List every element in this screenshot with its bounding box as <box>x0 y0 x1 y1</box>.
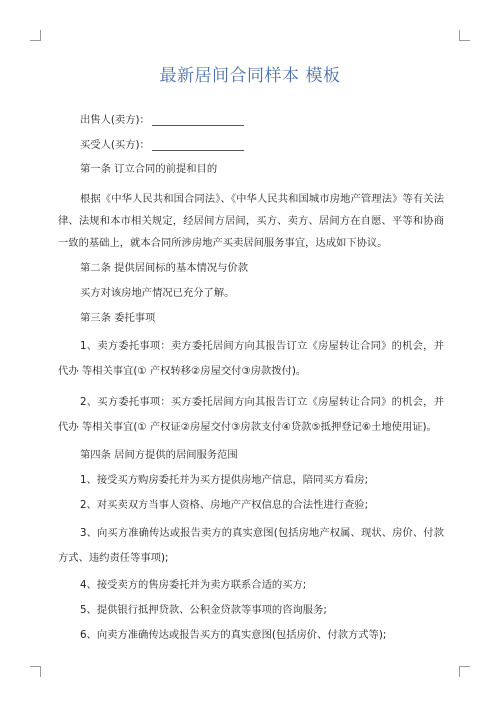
article-4-title: 第四条 居间方提供的居间服务范围 <box>80 449 238 461</box>
document-title: 最新居间合同样本 模板 <box>159 66 341 86</box>
article-3-item-1: 1、卖方委托事项：卖方委托居间方向其报告订立《房屋转让合同》的机会，并代办 等相关事宜(① 产权转移②房屋交付③房款拨付)。 <box>58 340 444 377</box>
seller-label: 出售人(卖方)： <box>80 114 150 126</box>
article-2-body: 买方对该房地产情况已充分了解。 <box>80 287 235 299</box>
crop-mark-bottom-right <box>459 666 470 677</box>
article-4-item-4: 4、接受卖方的售房委托并为卖方联系合适的买方; <box>80 579 307 591</box>
buyer-label: 买受人(买方)： <box>80 139 150 151</box>
article-4-item-2: 2、对买卖双方当事人资格、房地产产权信息的合法性进行查验; <box>80 499 369 511</box>
buyer-blank-line[interactable] <box>152 140 244 151</box>
article-4-item-6: 6、向卖方准确传达或报告买方的真实意图(包括房价、付款方式等); <box>80 629 387 641</box>
article-2-title: 第二条 提供居间标的基本情况与价款 <box>80 262 249 274</box>
crop-mark-bottom-left <box>30 666 41 677</box>
buyer-field <box>80 139 444 151</box>
crop-mark-top-right <box>459 30 470 41</box>
article-1-title: 第一条 订立合同的前提和目的 <box>80 163 218 175</box>
article-3-title: 第三条 委托事项 <box>80 312 156 324</box>
article-4-item-3: 3、向买方准确传达或报告卖方的真实意图(包括房地产权属、现状、房价、付款方式、违约责任等事项); <box>58 527 444 564</box>
article-4-item-5: 5、提供银行抵押贷款、公积金贷款等事项的咨询服务; <box>80 604 327 616</box>
article-3-item-2: 2、买方委托事项：买方委托居间方向其报告订立《房屋转让合同》的机会，并代办 等相关事宜(① 产权证②房屋交付③房款支付④贷款⑤抵押登记⑥土地使用证)。 <box>58 396 444 433</box>
seller-blank-line[interactable] <box>152 115 244 126</box>
document-body <box>58 114 444 641</box>
seller-field <box>80 114 444 126</box>
article-1-body: 根据《中华人民共和国合同法》、《中华人民共和国城市房地产管理法》等有关法律、法规和本市相关规定，经居间方居间，买方、卖方、居间方在自愿、平等和协商一致的基础上，就本合同所涉房地产买卖居间服务事宜，达成如下协议。 <box>58 193 444 249</box>
crop-mark-top-left <box>30 30 41 41</box>
article-4-item-1: 1、接受买方购房委托并为买方提供房地产信息，陪同买方看房; <box>80 474 369 486</box>
